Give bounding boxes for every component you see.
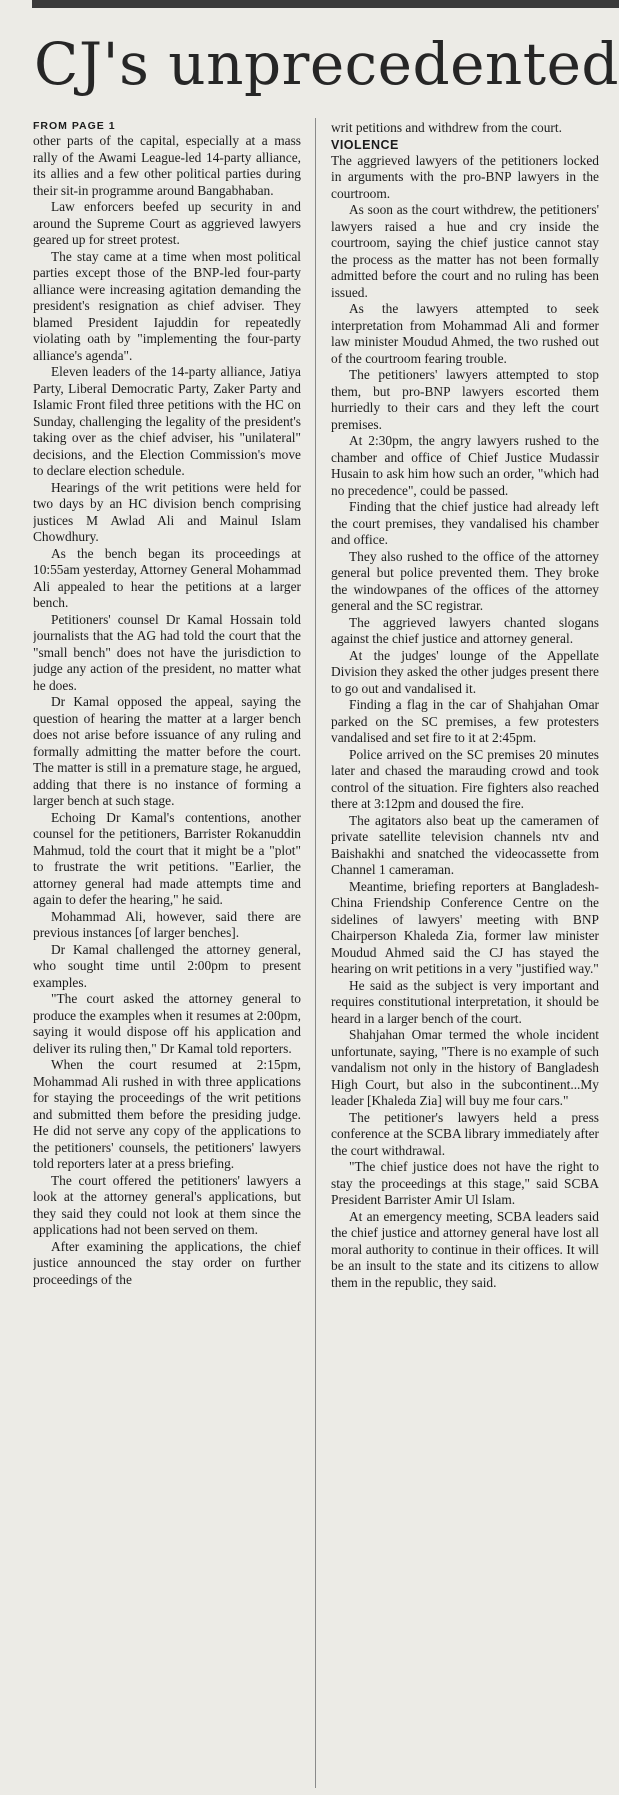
left-column: [33, 120, 301, 1790]
article-paragraph: As soon as the court withdrew, the petitioners' lawyers raised a hue and cry inside the courtroom, saying the chief justice cannot stay the process as the matter has not been formally admitted before the court and no ruling has been issued.: [331, 202, 599, 300]
right-column: [331, 120, 599, 1790]
article-paragraph: Dr Kamal opposed the appeal, saying the question of hearing the matter at a larger bench does not arise before issuance of any ruling and formally admitting the matter before the court. The matter is still in a premature stage, he argued, adding that there is no instance of forming a larger bench at such stage.: [33, 694, 301, 808]
article-paragraph: As the bench began its proceedings at 10:55am yesterday, Attorney General Mohammad Ali appealed to hear the petitions at a larger bench.: [33, 545, 301, 610]
article-paragraph: Petitioners' counsel Dr Kamal Hossain told journalists that the AG had told the court that the "small bench" does not have the jurisdiction to judge any action of the president, no matter what he does.: [33, 611, 301, 693]
article-paragraph: "The court asked the attorney general to produce the examples when it resumes at 2:00pm, saying it would dispose off his application and deliver its ruling then," Dr Kamal told reporters.: [33, 991, 301, 1056]
article-paragraph: The aggrieved lawyers chanted slogans against the chief justice and attorney general.: [331, 614, 599, 646]
right-column-body: [331, 153, 599, 1292]
article-paragraph: At the judges' lounge of the Appellate Division they asked the other judges present there to go out and vandalised it.: [331, 647, 599, 696]
article-paragraph: Mohammad Ali, however, said there are previous instances [of larger benches].: [33, 908, 301, 940]
column-divider: [315, 118, 316, 1788]
article-paragraph: Shahjahan Omar termed the whole incident unfortunate, saying, "There is no example of such vandalism not only in the history of Bangladesh High Court, but also in the subcontinent...My leader [Khaleda Zia] will buy me four cars.": [331, 1027, 599, 1108]
article-paragraph: The court offered the petitioners' lawyers a look at the attorney general's applications, but they said they could not look at them since the applications had not been served on them.: [33, 1172, 301, 1237]
article-paragraph: "The chief justice does not have the right to stay the proceedings at this stage," said SCBA President Barrister Amir Ul Islam.: [331, 1159, 599, 1207]
article-paragraph: They also rushed to the office of the attorney general but police prevented them. They broke the windowpanes of the offices of the attorney general and the SC registrar.: [331, 548, 599, 613]
from-page-kicker: FROM PAGE 1: [33, 120, 116, 132]
article-paragraph: The stay came at a time when most political parties except those of the BNP-led four-party alliance were increasing agitation demanding the president's resignation as chief adviser. They blamed President Iajuddin for repeatedly violating oath by "implementing the four-party alliance's agenda".: [33, 248, 301, 363]
article-paragraph: Hearings of the writ petitions were held for two days by an HC division bench comprising justices M Awlad Ali and Mainul Islam Chowdhury.: [33, 479, 301, 544]
top-rule: [32, 0, 619, 8]
violence-subhead: VIOLENCE: [331, 137, 399, 152]
left-column-body: [33, 133, 301, 1288]
article-paragraph: The petitioner's lawyers held a press conference at the SCBA library immediately after the court withdrawal.: [331, 1109, 599, 1158]
article-paragraph: When the court resumed at 2:15pm, Mohammad Ali rushed in with three applications for staying the proceedings of the writ petitions and submitted them before the presiding judge. He did not serve any copy of the applications to the petitioners' counsels, the petitioners' lawyers told reporters later at a press briefing.: [33, 1057, 301, 1171]
article-paragraph: He said as the subject is very important and requires constitutional interpretation, it should be heard in a larger bench of the court.: [331, 977, 599, 1026]
headline: CJ's unprecedented: [34, 30, 619, 98]
article-paragraph: The aggrieved lawyers of the petitioners locked in arguments with the pro-BNP lawyers in the courtroom.: [331, 152, 599, 201]
article-paragraph: Finding a flag in the car of Shahjahan Omar parked on the SC premises, a few protesters vandalised and set fire to it at 2:45pm.: [331, 697, 599, 745]
article-paragraph: other parts of the capital, especially at a mass rally of the Awami League-led 14-party alliance, its allies and a few other political parties during their sit-in programme around Bangabhaban.: [33, 133, 301, 198]
article-paragraph: Dr Kamal challenged the attorney general, who sought time until 2:00pm to present examples.: [33, 941, 301, 990]
article-paragraph: Echoing Dr Kamal's contentions, another counsel for the petitioners, Barrister Rokanuddin Mahmud, told the court that it might be a "plot" to frustrate the writ petitions. "Earlier, the attorney general had made attempts time and again to defer the hearing," he said.: [33, 809, 301, 907]
article-paragraph: The petitioners' lawyers attempted to stop them, but pro-BNP lawyers escorted them hurriedly to their cars and they left the court premises.: [331, 367, 599, 432]
article-paragraph: As the lawyers attempted to seek interpretation from Mohammad Ali and former law minister Moudud Ahmed, the two rushed out of the courtroom fearing trouble.: [331, 301, 599, 366]
article-paragraph: Eleven leaders of the 14-party alliance, Jatiya Party, Liberal Democratic Party, Zaker Party and Islamic Front filed three petitions with the HC on Sunday, challenging the legality of the president's taking over as the chief adviser, his "unilateral" decisions, and the Election Commission's move to declare election schedule.: [33, 364, 301, 478]
article-paragraph: Law enforcers beefed up security in and around the Supreme Court as aggrieved lawyers geared up for street protest.: [33, 199, 301, 247]
article-paragraph: The agitators also beat up the cameramen of private satellite television channels ntv and Baishakhi and snatched the videocassette from Channel 1 cameraman.: [331, 812, 599, 877]
right-lead-paragraph: writ petitions and withdrew from the court.: [331, 120, 562, 135]
article-paragraph: Meantime, briefing reporters at Bangladesh-China Friendship Conference Centre on the sidelines of lawyers' meeting with BNP Chairperson Khaleda Zia, former law minister Moudud Ahmed said the CJ has stayed the hearing on writ petitions in a very "justified way.": [331, 878, 599, 976]
article-paragraph: Police arrived on the SC premises 20 minutes later and chased the marauding crowd and took control of the situation. Fire fighters also reached there at 3:12pm and doused the fire.: [331, 746, 599, 811]
article-paragraph: At 2:30pm, the angry lawyers rushed to the chamber and office of Chief Justice Mudassir Husain to ask him how such an order, "which had no precedence", could be passed.: [331, 433, 599, 498]
article-paragraph: Finding that the chief justice had already left the court premises, they vandalised his chamber and office.: [331, 499, 599, 547]
article-paragraph: At an emergency meeting, SCBA leaders said the chief justice and attorney general have lost all moral authority to continue in their offices. It will be an insult to the state and its citizens to allow them in the republic, they said.: [331, 1208, 599, 1290]
article-paragraph: After examining the applications, the chief justice announced the stay order on further proceedings of the: [33, 1238, 301, 1287]
